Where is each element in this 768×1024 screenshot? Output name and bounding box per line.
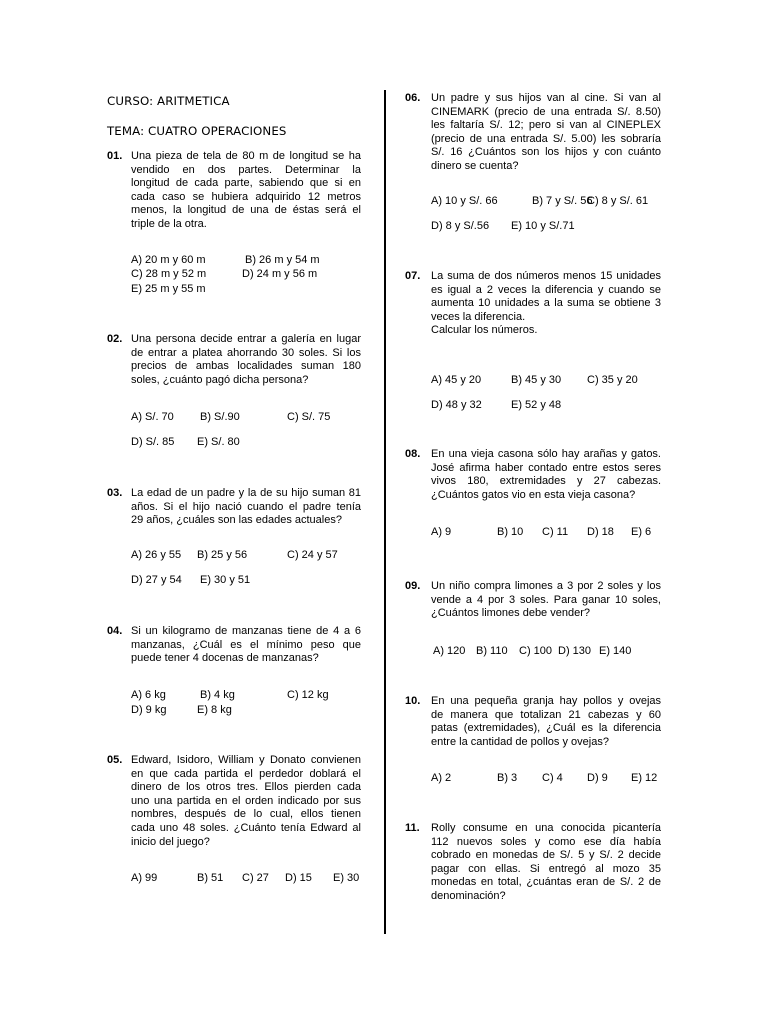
question-text: [431, 695, 661, 749]
topic-title: TEMA: CUATRO OPERACIONES: [107, 124, 287, 138]
answer-option: E) 25 m y 55 m: [131, 283, 206, 295]
answer-option: E) 140: [599, 645, 632, 657]
answer-option: C) 27: [242, 872, 269, 884]
question-text-line: ¿Cuántos limones debe vender?: [431, 607, 590, 620]
column-divider: [384, 90, 386, 934]
answer-option: A) 120: [433, 645, 466, 657]
answer-option: A) 2: [431, 772, 452, 784]
answer-option: D) 48 y 32: [431, 399, 482, 411]
question-text-line: longitud de cada parte, sabiendo que si en: [131, 177, 361, 190]
answer-option: A) 99: [131, 872, 158, 884]
question-text: [431, 448, 661, 502]
answer-option: B) S/.90: [200, 411, 240, 423]
question-number: 10.: [405, 695, 421, 707]
question-text-line: de manera que totalizan 21 cabezas y 60: [431, 708, 661, 721]
answer-option: E) 12: [631, 772, 658, 784]
question-text-line: CINEMARK (precio de una entrada S/. 8.50): [431, 105, 661, 118]
question-text-line: Calcular los números.: [431, 324, 538, 337]
question-text-line: vivos 180, extremidades y 27 cabezas.: [431, 475, 661, 488]
question-text-line: Una persona decide entrar a galería en lugar: [131, 333, 361, 345]
answer-option: C) 28 m y 52 m: [131, 268, 207, 280]
answer-option: D) 9 kg: [131, 704, 167, 716]
question-text-line: en que cada partida el perdedor doblará el: [131, 767, 361, 780]
question-text: [131, 333, 361, 387]
question-text-line: dinero se cuenta?: [431, 159, 519, 172]
question-text-line: S/. 16 ¿Cuántos son los hijos y con cuánto: [431, 146, 661, 159]
answer-option: D) 9: [587, 772, 608, 784]
question-text-line: inicio del juego?: [131, 835, 210, 848]
answer-option: E) 6: [631, 526, 652, 538]
question-text-line: menos, la longitud de una de éstas será el: [131, 204, 361, 217]
question-number: 08.: [405, 448, 421, 460]
answer-option: B) 3: [497, 772, 518, 784]
question-number: 11.: [405, 822, 420, 834]
answer-option: E) 10 y S/.71: [511, 220, 575, 232]
question-text-line: 112 nuevos soles y como ese día había: [431, 835, 661, 848]
question-text-line: vende a 4 por 3 soles. Para ganar 10 soles,: [431, 593, 661, 606]
question-text-line: años. Si el hijo nació cuando el padre tenía: [131, 500, 361, 513]
question-text-line: La edad de un padre y la de su hijo suman 81: [131, 487, 361, 499]
answer-option: E) 30: [333, 872, 360, 884]
answer-option: A) S/. 70: [131, 411, 174, 423]
answer-option: C) 24 y 57: [287, 549, 338, 561]
question-text-line: de entrar a platea ahorrando 30 soles. Si los: [131, 346, 361, 359]
answer-option: A) 9: [431, 526, 452, 538]
answer-option: B) 25 y 56: [197, 549, 248, 561]
question-number: 05.: [107, 754, 123, 766]
question-text-line: En una vieja casona sólo hay arañas y gatos.: [431, 448, 661, 460]
answer-option: C) 11: [542, 526, 569, 538]
answer-option: C) 100: [519, 645, 553, 657]
question-text-line: aumenta 10 unidades a la suma se obtiene 3: [431, 297, 661, 310]
answer-option: B) 10: [497, 526, 524, 538]
question-text: [431, 580, 661, 621]
question-text-line: manzanas, ¿Cuál es el mínimo peso que: [131, 638, 361, 651]
question-number: 04.: [107, 625, 123, 637]
question-number: 03.: [107, 487, 123, 499]
question-text-line: precios de ambas localidades suman 180: [131, 360, 361, 373]
answer-option: D) 24 m y 56 m: [242, 268, 318, 280]
answer-option: D) 130: [558, 645, 592, 657]
question-text-line: Edward, Isidoro, William y Donato convienen: [131, 754, 361, 766]
question-text-line: uno una partida en el orden indicado por sus: [131, 794, 361, 807]
question-text-line: 29 años, ¿cuáles son las edades actuales?: [131, 514, 342, 527]
question-text: [131, 150, 361, 232]
question-text: [131, 625, 361, 666]
answer-option: D) 15: [285, 872, 312, 884]
answer-option: E) 8 kg: [197, 704, 232, 716]
question-text-line: vendido en dos partes. Determinar la: [131, 163, 361, 176]
answer-option: D) S/. 85: [131, 436, 175, 448]
answer-option: E) S/. 80: [197, 436, 240, 448]
question-text: [131, 754, 361, 849]
question-text-line: nombres, después de lo cual, ellos tienen: [131, 808, 361, 821]
answer-option: A) 45 y 20: [431, 374, 482, 386]
answer-option: B) 26 m y 54 m: [245, 254, 320, 266]
question-text: [431, 270, 661, 338]
answer-option: B) 110: [476, 645, 508, 657]
question-text-line: La suma de dos números menos 15 unidades: [431, 270, 661, 282]
question-text-line: les faltaría S/. 12; pero si van al CINEPLEX: [431, 119, 661, 132]
answer-option: E) 30 y 51: [200, 574, 251, 586]
answer-option: C) 8 y S/. 61: [587, 195, 649, 207]
question-text-line: triple de la otra.: [131, 217, 207, 230]
question-text-line: es igual a 2 veces la diferencia y cuando se: [431, 283, 661, 296]
answer-option: D) 18: [587, 526, 614, 538]
answer-option: B) 4 kg: [200, 689, 235, 701]
answer-option: C) 35 y 20: [587, 374, 638, 386]
question-text-line: denominación?: [431, 889, 506, 902]
question-text-line: monedas en total, ¿cuántas eran de S/. 2 de: [431, 876, 661, 889]
answer-option: A) 10 y S/. 66: [431, 195, 498, 207]
answer-option: C) 4: [542, 772, 563, 784]
question-text-line: Si un kilogramo de manzanas tiene de 4 a 6: [131, 625, 361, 637]
answer-option: A) 20 m y 60 m: [131, 254, 206, 266]
question-text-line: José afirma haber contado entre estos seres: [431, 461, 661, 474]
question-text-line: En una pequeña granja hay pollos y ovejas: [431, 695, 661, 707]
question-number: 06.: [405, 92, 421, 104]
question-text-line: patas (extremidades), ¿Cuál es la diferencia: [431, 722, 661, 735]
question-text-line: cada uno 48 soles. ¿Cuánto tenía Edward al: [131, 821, 361, 834]
answer-option: B) 7 y S/. 56: [532, 195, 593, 207]
question-number: 09.: [405, 580, 421, 592]
answer-option: C) S/. 75: [287, 411, 331, 423]
question-text-line: dinero de los otros tres. Ellos pierden cada: [131, 781, 361, 794]
question-text: [431, 92, 661, 174]
answer-option: E) 52 y 48: [511, 399, 562, 411]
question-number: 02.: [107, 333, 123, 345]
question-text-line: soles, ¿cuánto pagó dicha persona?: [131, 373, 309, 386]
answer-option: B) 45 y 30: [511, 374, 562, 386]
answer-option: A) 6 kg: [131, 689, 166, 701]
question-text: [131, 487, 361, 528]
question-text-line: Un niño compra limones a 3 por 2 soles y los: [431, 580, 661, 592]
question-text-line: cobrado en monedas de S/. 5 y S/. 2 decide: [431, 849, 661, 862]
question-text: [431, 822, 661, 904]
question-number: 01.: [107, 150, 123, 162]
question-text-line: entre la cantidad de pollos y ovejas?: [431, 735, 609, 748]
answer-option: B) 51: [197, 872, 224, 884]
question-text-line: Rolly consume en una conocida picantería: [431, 822, 661, 834]
question-text-line: Un padre y sus hijos van al cine. Si van al: [431, 92, 661, 104]
answer-option: C) 12 kg: [287, 689, 329, 701]
question-text-line: ¿Cuántos gatos vio en esta vieja casona?: [431, 488, 636, 501]
question-number: 07.: [405, 270, 421, 282]
question-text-line: pagar con ellas. Si entregó al mozo 35: [431, 862, 661, 875]
question-text-line: Una pieza de tela de 80 m de longitud se ha: [131, 150, 361, 162]
question-text-line: puede tener 4 docenas de manzanas?: [131, 652, 319, 665]
answer-option: D) 8 y S/.56: [431, 220, 490, 232]
answer-option: A) 26 y 55: [131, 549, 182, 561]
question-text-line: (precio de una entrada S/. 5.00) les sobraría: [431, 132, 661, 145]
course-title: CURSO: ARITMETICA: [107, 94, 230, 108]
question-text-line: cada caso se hubiera adquirido 12 metros: [131, 190, 361, 203]
question-text-line: veces la diferencia.: [431, 310, 526, 323]
answer-option: D) 27 y 54: [131, 574, 182, 586]
